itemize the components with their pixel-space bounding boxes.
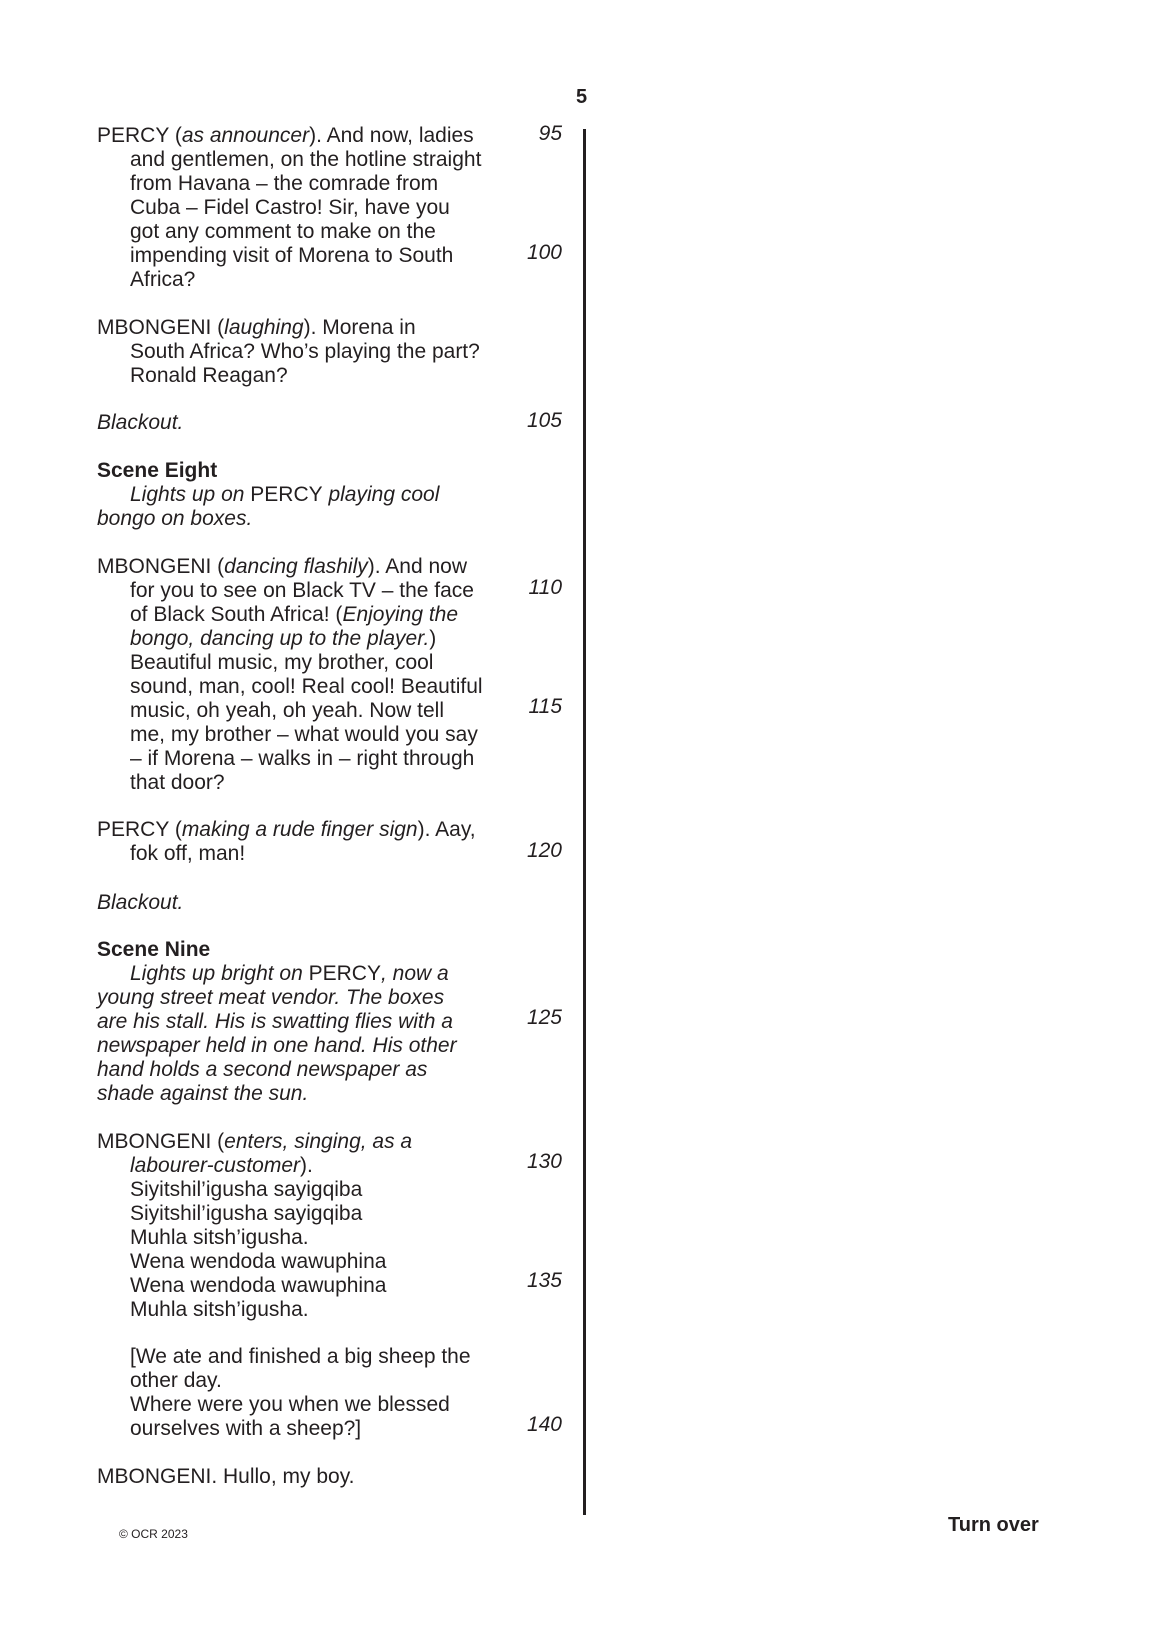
speech-line: Cuba – Fidel Castro! Sir, have you xyxy=(130,196,450,219)
line-number-105: 105 xyxy=(526,409,562,432)
speech-mbongeni-dancing-first-line: MBONGENI (dancing flashily). And now xyxy=(97,555,467,578)
song-line: Wena wendoda wawuphina xyxy=(130,1250,387,1273)
speech-line: sound, man, cool! Real cool! Beautiful xyxy=(130,675,483,698)
translation-line: [We ate and finished a big sheep the xyxy=(130,1345,471,1368)
speech-line: impending visit of Morena to South xyxy=(130,244,454,267)
speech-line: music, oh yeah, oh yeah. Now tell xyxy=(130,699,444,722)
stage-direction-scene-nine: Lights up bright on PERCY, now a xyxy=(130,962,449,985)
stage-direction-blackout: Blackout. xyxy=(97,411,184,434)
speech-line: South Africa? Who’s playing the part? xyxy=(130,340,480,363)
speech-line: labourer-customer). xyxy=(130,1154,313,1177)
song-line: Siyitshil’igusha sayigqiba xyxy=(130,1202,363,1225)
line-number-140: 140 xyxy=(526,1413,562,1436)
speech-line: Ronald Reagan? xyxy=(130,364,288,387)
line-number-100: 100 xyxy=(526,241,562,264)
speech-line: Africa? xyxy=(130,268,196,291)
stage-direction-line: hand holds a second newspaper as xyxy=(97,1058,428,1081)
speech-line: from Havana – the comrade from xyxy=(130,172,439,195)
speech-line: for you to see on Black TV – the face xyxy=(130,579,474,602)
speech-line: fok off, man! xyxy=(130,842,246,865)
footer-turn-over: Turn over xyxy=(948,1514,1039,1536)
stage-direction-line: newspaper held in one hand. His other xyxy=(97,1034,457,1057)
footer-copyright: © OCR 2023 xyxy=(119,1527,188,1541)
translation-line: Where were you when we blessed xyxy=(130,1393,450,1416)
stage-direction-line: young street meat vendor. The boxes xyxy=(97,986,445,1009)
line-number-110: 110 xyxy=(528,576,562,599)
page-number: 5 xyxy=(576,86,588,108)
song-line: Wena wendoda wawuphina xyxy=(130,1274,387,1297)
speech-line: Beautiful music, my brother, cool xyxy=(130,651,434,674)
scene-heading-nine: Scene Nine xyxy=(97,938,211,961)
speech-mbongeni-laughing-first-line: MBONGENI (laughing). Morena in xyxy=(97,316,416,339)
margin-rule xyxy=(583,129,586,1515)
speech-percy-announcer-first-line: PERCY (as announcer). And now, ladies xyxy=(97,124,474,147)
song-line: Muhla sitsh’igusha. xyxy=(130,1298,309,1321)
speech-mbongeni-enters-first-line: MBONGENI (enters, singing, as a xyxy=(97,1130,413,1153)
stage-direction-scene-eight: Lights up on PERCY playing cool xyxy=(130,483,440,506)
scene-heading-eight: Scene Eight xyxy=(97,459,218,482)
stage-direction-blackout: Blackout. xyxy=(97,891,184,914)
speech-line: of Black South Africa! (Enjoying the xyxy=(130,603,459,626)
speech-line: that door? xyxy=(130,771,225,794)
speech-line: bongo, dancing up to the player.) xyxy=(130,627,437,650)
translation-line: ourselves with a sheep?] xyxy=(130,1417,362,1440)
song-line: Siyitshil’igusha sayigqiba xyxy=(130,1178,363,1201)
stage-direction-line: bongo on boxes. xyxy=(97,507,253,530)
speech-line: me, my brother – what would you say xyxy=(130,723,478,746)
line-number-135: 135 xyxy=(526,1269,562,1292)
speech-line: and gentlemen, on the hotline straight xyxy=(130,148,482,171)
speech-percy-rude-first-line: PERCY (making a rude finger sign). Aay, xyxy=(97,818,476,841)
line-number-115: 115 xyxy=(528,695,562,718)
line-number-95: 95 xyxy=(538,122,562,145)
speech-mbongeni-hullo: MBONGENI. Hullo, my boy. xyxy=(97,1465,355,1488)
line-number-130: 130 xyxy=(526,1150,562,1173)
speech-line: got any comment to make on the xyxy=(130,220,436,243)
stage-direction-line: shade against the sun. xyxy=(97,1082,309,1105)
song-line: Muhla sitsh’igusha. xyxy=(130,1226,309,1249)
line-number-125: 125 xyxy=(526,1006,562,1029)
stage-direction-line: are his stall. His is swatting flies with a xyxy=(97,1010,453,1033)
translation-line: other day. xyxy=(130,1369,222,1392)
speech-line: – if Morena – walks in – right through xyxy=(130,747,475,770)
line-number-120: 120 xyxy=(526,839,562,862)
